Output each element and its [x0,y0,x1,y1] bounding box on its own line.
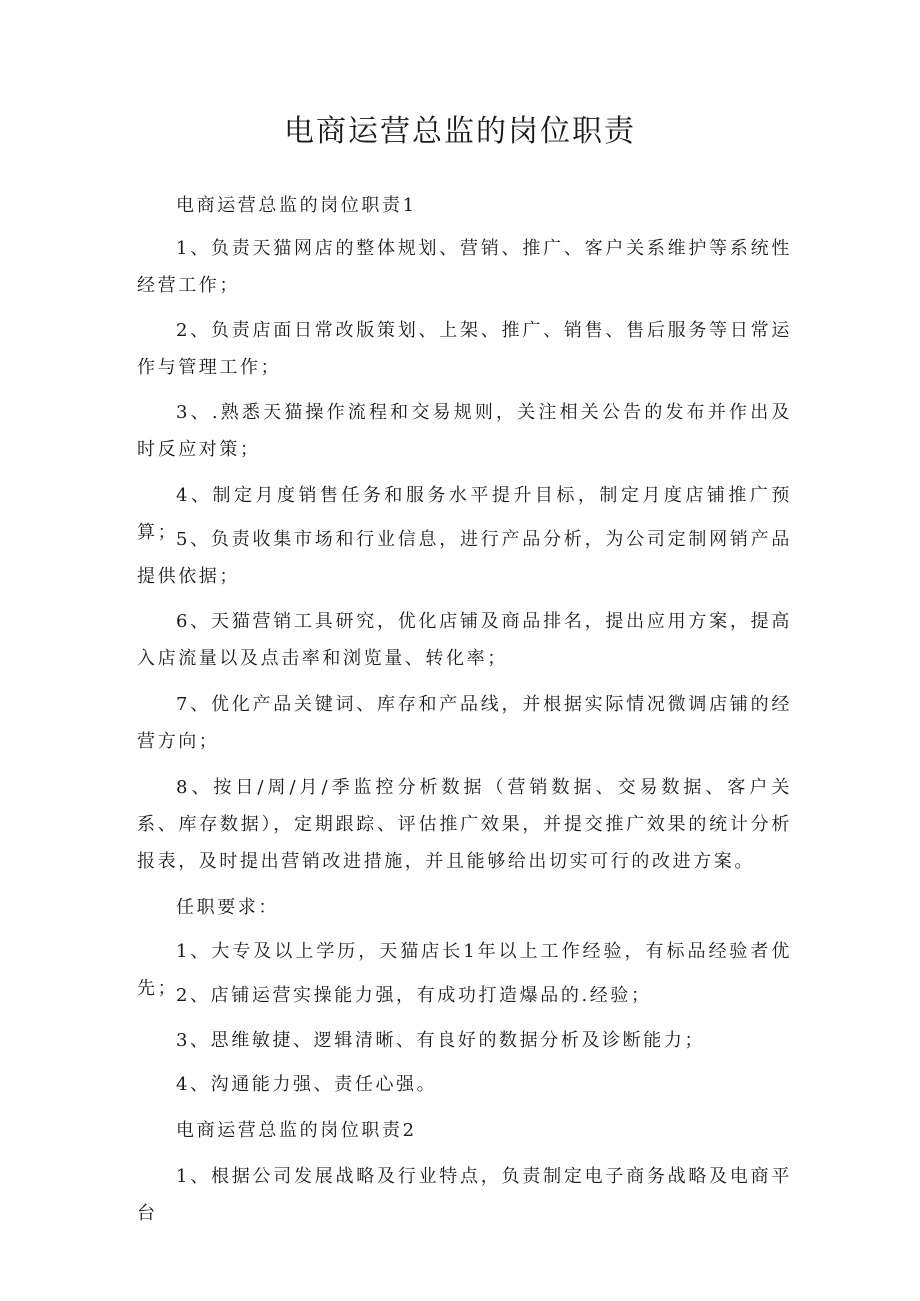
section-heading-2: 电商运营总监的岗位职责2 [176,1120,417,1141]
requirement-item-1: 1、大专及以上学历，天猫店长1年以上工作经验，有标品经验者优先； [137,941,792,999]
duty-item-7: 7、优化产品关键词、库存和产品线，并根据实际情况微调店铺的经营方向； [137,694,792,752]
requirement-item-4: 4、沟通能力强、责任心强。 [176,1074,438,1095]
duty-item-2-1: 1、根据公司发展战略及行业特点，负责制定电子商务战略及电商平台 [137,1166,792,1224]
requirement-item-2: 2、店铺运营实操能力强，有成功打造爆品的.经验； [176,985,652,1006]
duty-item-6: 6、天猫营销工具研究，优化店铺及商品排名，提出应用方案，提高入店流量以及点击率和浏览量、转化率； [137,611,792,669]
duty-item-5: 5、负责收集市场和行业信息，进行产品分析，为公司定制网销产品提供依据； [137,529,792,587]
duty-item-1: 1、负责天猫网店的整体规划、营销、推广、客户关系维护等系统性经营工作； [137,238,792,296]
section-heading-1: 电商运营总监的岗位职责1 [176,195,417,216]
requirements-heading: 任职要求： [176,897,279,918]
duty-item-3: 3、.熟悉天猫操作流程和交易规则，关注相关公告的发布并作出及时反应对策； [137,402,792,460]
duty-item-4: 4、制定月度销售任务和服务水平提升目标，制定月度店铺推广预算； [137,485,792,543]
duty-item-8: 8、按日/周/月/季监控分析数据（营销数据、交易数据、客户关系、库存数据），定期跟踪、评估推广效果，并提交推广效果的统计分析报表，及时提出营销改进措施，并且能够给出切实可行的改进方案。 [137,777,792,872]
page-title: 电商运营总监的岗位职责 [284,114,636,149]
requirement-item-3: 3、思维敏捷、逻辑清晰、有良好的数据分析及诊断能力； [176,1030,706,1051]
duty-item-2: 2、负责店面日常改版策划、上架、推广、销售、售后服务等日常运作与管理工作； [137,320,792,378]
